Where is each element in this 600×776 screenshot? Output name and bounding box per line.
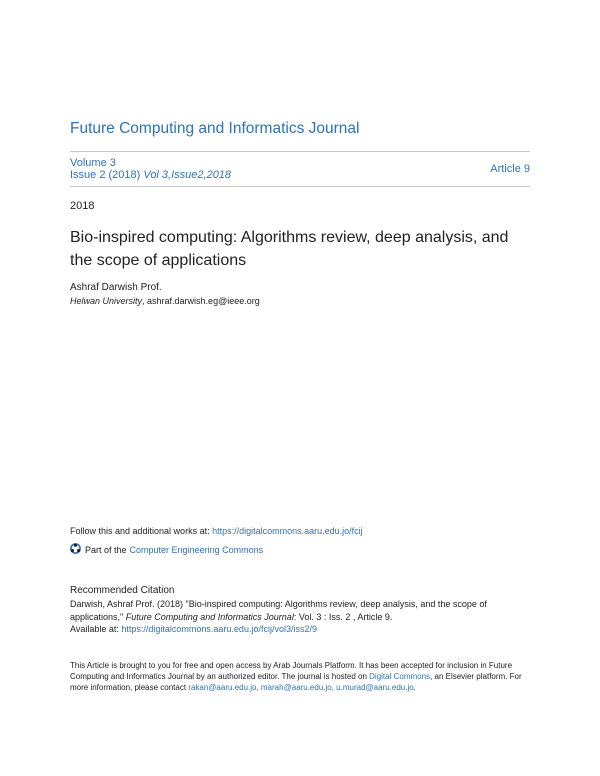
citation-body <box>70 598 540 636</box>
citation-line1: Darwish, Ashraf Prof. (2018) "Bio-inspired computing: Algorithms review, deep analysis, and the scope of applications," <box>70 599 487 622</box>
author-affiliation: Helwan University <box>70 296 143 306</box>
part-of-line <box>70 543 263 556</box>
part-of-text: Part of the <box>85 544 127 555</box>
author-email: , ashraf.darwish.eg@ieee.org <box>142 296 260 306</box>
citation-journal: Future Computing and Informatics Journal <box>125 611 294 622</box>
issue-italic-link[interactable]: Vol 3,Issue2,2018 <box>143 169 232 181</box>
computer-engineering-commons-link[interactable]: Computer Engineering Commons <box>129 544 264 555</box>
citation-line2: : Vol. 3 : Iss. 2 , Article 9. <box>293 611 393 622</box>
follow-text: Follow this and additional works at: <box>70 526 213 536</box>
digital-commons-link[interactable]: Digital Commons <box>369 672 431 682</box>
follow-url-link[interactable]: https://digitalcommons.aaru.edu.jo/fcij <box>212 526 363 536</box>
citation-heading: Recommended Citation <box>70 585 175 596</box>
issue-info <box>70 157 231 181</box>
notice-end: . <box>413 683 416 693</box>
notice-part1: This Article is brought to you for free and open access by Arab Journals Platform. It has been accepted for inclusion in Future Computing and Informatics Journal by an authorized editor. The journal is hosted on <box>70 661 513 682</box>
issue-link[interactable]: Issue 2 (2018) <box>70 169 141 181</box>
available-url-link[interactable]: https://digitalcommons.aaru.edu.jo/fcij/vol3/iss2/9 <box>121 624 317 634</box>
author-name: Ashraf Darwish Prof. <box>70 282 162 293</box>
divider-bottom <box>70 186 530 187</box>
volume-link[interactable]: Volume 3 <box>70 157 116 169</box>
divider-top <box>70 151 530 152</box>
contact-emails-link[interactable]: rakan@aaru.edu.jo, marah@aaru.edu.jo, u.murad@aaru.edu.jo <box>188 683 414 693</box>
publication-year: 2018 <box>70 200 95 212</box>
journal-title[interactable]: Future Computing and Informatics Journal <box>70 120 360 137</box>
article-number-link[interactable]: Article 9 <box>490 163 530 175</box>
author-affiliation-line <box>70 296 260 306</box>
commons-network-icon <box>70 543 85 556</box>
available-label: Available at: <box>70 624 122 634</box>
article-title: Bio-inspired computing: Algorithms review, deep analysis, and the scope of applications <box>70 229 509 269</box>
notice-part2: , an Elsevier platform. For more information, please contact <box>70 672 522 693</box>
follow-line <box>70 526 363 536</box>
access-notice <box>70 660 530 694</box>
